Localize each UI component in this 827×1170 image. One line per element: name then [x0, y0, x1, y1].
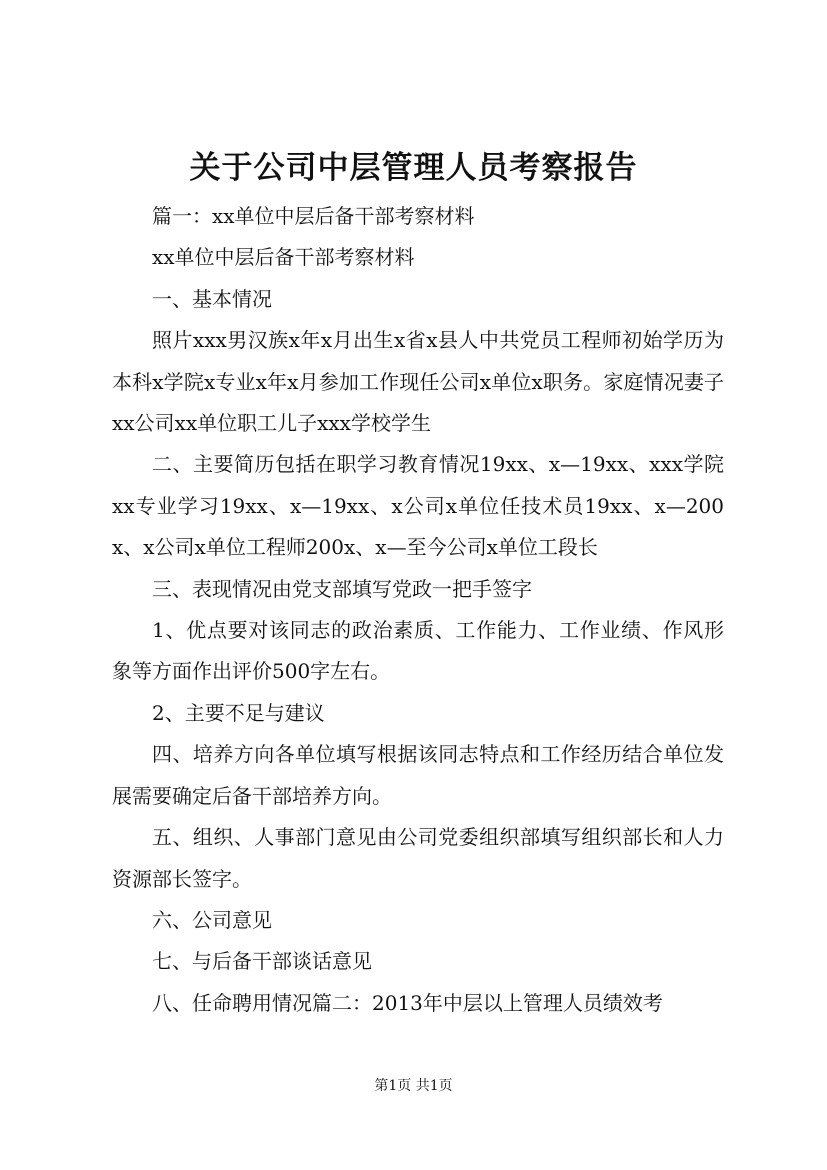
paragraph-8: 2、主要不足与建议: [152, 700, 325, 725]
paragraph-12: 七、与后备干部谈话意见: [152, 949, 372, 974]
paragraph-13: 八、任命聘用情况篇二：2013年中层以上管理人员绩效考: [152, 990, 663, 1015]
paragraph-9: 四、培养方向各单位填写根据该同志特点和工作经历结合单位发展需要确定后备干部培养方向。: [112, 742, 724, 808]
paragraph-2: xx单位中层后备干部考察材料: [152, 245, 415, 270]
paragraph-3: 一、基本情况: [152, 286, 272, 311]
paragraph-5: 二、主要简历包括在职学习教育情况19xx、x—19xx、xxx学院xx专业学习19xx、x—19xx、x公司x单位任技术员19xx、x—200x、x公司x单位工程师200x、x—至今公司x单位工段长: [112, 452, 724, 560]
paragraph-6: 三、表现情况由党支部填写党政一把手签字: [152, 576, 532, 601]
paragraph-7: 1、优点要对该同志的政治素质、工作能力、工作业绩、作风形象等方面作出评价500字左右。: [112, 618, 724, 684]
document-title: 关于公司中层管理人员考察报告: [189, 150, 638, 186]
paragraph-1: 篇一：xx单位中层后备干部考察材料: [152, 204, 475, 228]
paragraph-10: 五、组织、人事部门意见由公司党委组织部填写组织部长和人力资源部长签字。: [112, 825, 724, 891]
paragraph-11: 六、公司意见: [152, 907, 272, 932]
paragraph-4: 照片xxx男汉族x年x月出生x省x县人中共党员工程师初始学历为本科x学院x专业x年x月参加工作现任公司x单位x职务。家庭情况妻子xx公司xx单位职工儿子xxx学校学生: [112, 328, 724, 436]
document-body: [112, 196, 724, 1024]
page-footer: 第1页 共1页: [374, 1078, 453, 1094]
